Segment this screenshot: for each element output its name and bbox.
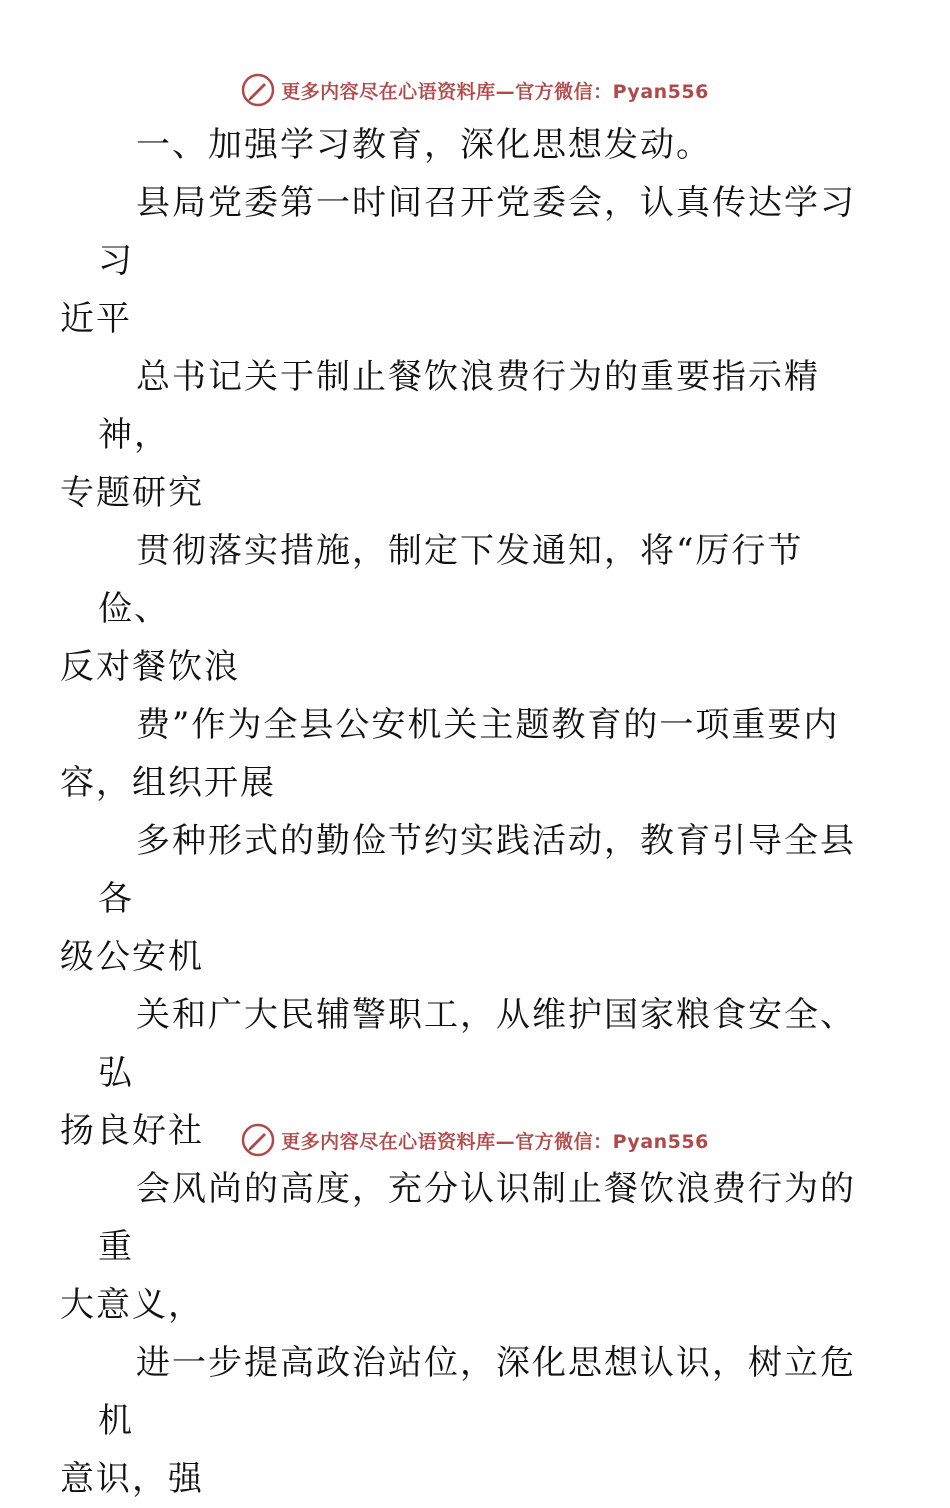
paragraph: 贯彻落实措施，制定下发通知，将“厉行节俭、 反对餐饮浪: [60, 531, 804, 687]
paragraph: 关和广大民辅警职工，从维护国家粮食安全、弘 扬良好社: [60, 995, 856, 1151]
quill-logo-icon: [241, 73, 275, 107]
paragraph: 多种形式的勤俭节约实践活动，教育引导全县各 级公安机: [60, 821, 856, 977]
watermark-footer: [0, 1120, 950, 1160]
watermark-text: 更多内容尽在心语资料库—官方微信：Pyan556: [281, 80, 709, 103]
paragraph: 费”作为全县公安机关主题教育的一项重要内 容，组织开展: [60, 705, 840, 803]
paragraph: 一、加强学习教育，深化思想发动。: [136, 125, 712, 165]
paragraph: 进一步提高政治站位，深化思想认识，树立危机 意识，强: [60, 1343, 856, 1499]
paragraph: 总书记关于制止餐饮浪费行为的重要指示精神， 专题研究: [60, 357, 820, 513]
quill-logo-icon: [241, 1123, 275, 1157]
watermark-text: 更多内容尽在心语资料库—官方微信：Pyan556: [281, 1130, 709, 1153]
watermark-header: [0, 70, 950, 110]
paragraph: 会风尚的高度，充分认识制止餐饮浪费行为的重 大意义，: [60, 1169, 856, 1325]
document-body: [60, 116, 858, 1508]
paragraph: 县局党委第一时间召开党委会，认真传达学习习 近平: [60, 183, 856, 339]
